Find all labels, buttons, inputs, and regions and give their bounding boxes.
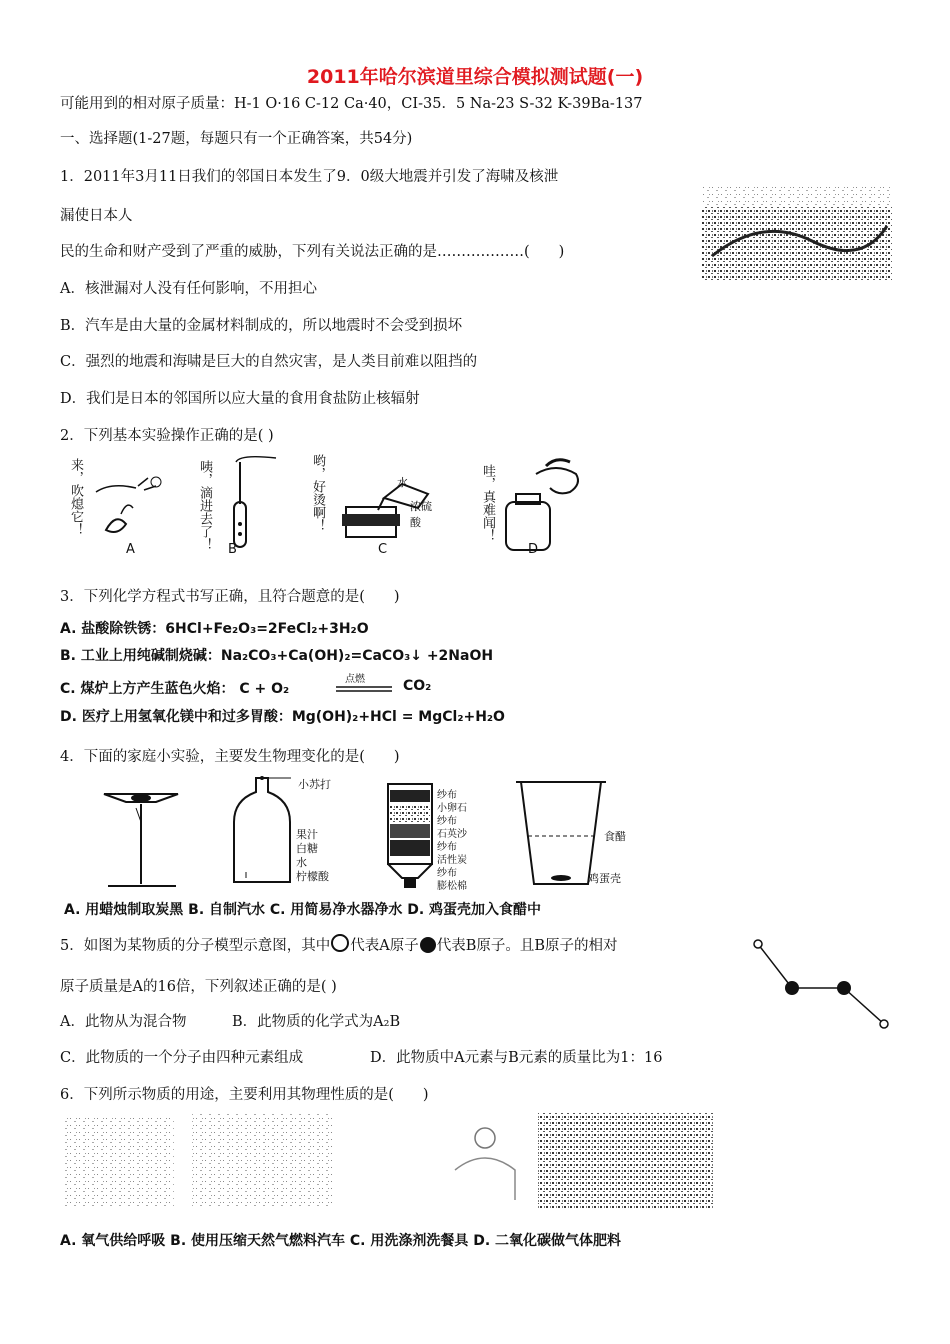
page-title: 2011年哈尔滨道里综合模拟测试题(一) [306,66,644,88]
section-heading: 一、选择题(1-27题，每题只有一个正确答案，共54分) [60,131,413,147]
q2-label-c: C [378,542,388,557]
q5-option-b: B．此物质的化学式为A₂B [232,1014,401,1030]
q2-fig-d [506,460,578,550]
q4-cup-label-vinegar: 食醋 [604,830,626,843]
q4-fig-bottle [234,776,291,882]
atom-a-left [754,940,762,948]
q4-filter-label-0: 纱布 [437,790,457,801]
q2-fig-a [96,477,161,532]
q3-c-product: CO₂ [403,678,432,694]
q5-stem-part-c: 代表B原子。且B原子的相对 [436,938,618,954]
q2-label-d: D [528,542,539,557]
earthquake-photo [702,186,892,282]
atom-b-right [837,981,851,995]
q4-bottle-label-2: 白糖 [296,842,318,855]
q4-figures [96,776,636,894]
atom-a-right [880,1020,888,1028]
q6-photo-c [455,1128,515,1200]
q3-option-b: B. 工业上用纯碱制烧碱：Na₂CO₃+Ca(OH)₂=CaCO₃↓ +2NaOH [60,648,494,664]
q6-stem: 6．下列所示物质的用途，主要利用其物理性质的是( ) [60,1087,429,1103]
q2-beaker-acid: 浓硫酸 [410,500,432,529]
q1-option-b: B．汽车是由大量的金属材料制成的，所以地震时不会受到损坏 [60,318,463,334]
q1-option-a: A．核泄漏对人没有任何影响，不用担心 [60,281,317,297]
q2-label-b: B [228,542,237,557]
q4-cup-label-eggshell: 鸡蛋壳 [588,872,621,885]
q4-filter-label-1: 小卵石 [437,803,467,814]
q1-option-d: D．我们是日本的邻国所以应大量的食用食盐防止核辐射 [60,391,420,407]
q2-caption-c: 哟，好烫啊！ [310,454,325,532]
q5-stem-part-a: 5．如图为某物质的分子模型示意图，其中 [60,938,331,954]
q4-bottle-label-3: 水 [296,856,307,869]
q4-bottle-label-1: 果汁 [296,828,318,841]
q6-photo-b [192,1112,332,1208]
q2-stem: 2．下列基本实验操作正确的是( ) [60,428,274,444]
q6-photo-d [538,1112,714,1208]
q3-c-condition: 点燃 [345,674,365,685]
q1-option-c: C．强烈的地震和海啸是巨大的自然灾害，是人类目前难以阻挡的 [60,354,478,370]
atom-a-icon [331,934,349,952]
q6-photo-a [64,1116,174,1208]
q4-bottle-label-0: 小苏打 [298,778,331,791]
q4-filter-label-3: 石英沙 [437,829,467,840]
q5-option-c: C．此物质的一个分子由四种元素组成 [60,1050,304,1066]
q1-stem-line1: 1．2011年3月11日我们的邻国日本发生了9．0级大地震并引发了海啸及核泄 [60,169,559,185]
atom-b-icon [420,937,436,953]
q4-filter-label-7: 膨松棉 [437,881,467,892]
q4-fig-cup [516,782,606,884]
q3-c-arrow [336,684,396,694]
q4-bottle-label-4: 柠檬酸 [296,870,329,883]
q5-stem-line2: 原子质量是A的16倍，下列叙述正确的是( ) [60,979,337,995]
q3-option-a: A. 盐酸除铁锈：6HCl+Fe₂O₃=2FeCl₂+3H₂O [60,621,369,637]
q4-filter-label-2: 纱布 [437,816,457,827]
molecule-model [748,936,898,1036]
q4-options: A. 用蜡烛制取炭黑 B. 自制汽水 C. 用简易净水器净水 D. 鸡蛋壳加入食醋中 [64,902,542,918]
q2-caption-b: 咦，滴进去了！ [197,460,212,551]
q2-caption-a: 来，吹熄它！ [68,458,83,536]
q1-stem-line2: 漏使日本人 [60,208,133,224]
q4-fig-filter [388,784,432,888]
q4-filter-label-5: 活性炭 [437,855,467,866]
atom-b-left [785,981,799,995]
q5-option-a: A．此物从为混合物 [60,1014,187,1030]
q5-option-d: D．此物质中A元素与B元素的质量比为1：16 [370,1050,663,1066]
q4-fig-candle [104,794,178,886]
q2-fig-b [234,457,276,547]
q4-filter-label-4: 纱布 [437,842,457,853]
q5-stem-part-b: 代表A原子 [350,938,419,954]
q2-caption-d: 哇，真难闻！ [480,464,495,542]
q4-stem: 4．下面的家庭小实验，主要发生物理变化的是( ) [60,749,400,765]
q3-stem: 3．下列化学方程式书写正确，且符合题意的是( ) [60,589,400,605]
q6-options: A. 氧气供给呼吸 B. 使用压缩天然气燃料汽车 C. 用洗涤剂洗餐具 D. 二氧化碳做气体肥料 [60,1233,622,1249]
q3-option-c: C. 煤炉上方产生蓝色火焰： C + O₂ [60,681,290,697]
q2-label-a: A [126,542,135,557]
q2-beaker-water: 水 [397,476,408,489]
q5-stem-a [60,934,618,955]
q3-option-d: D. 医疗上用氢氧化镁中和过多胃酸：Mg(OH)₂+HCl = MgCl₂+H₂O [60,709,505,725]
q1-stem-line3: 民的生命和财产受到了严重的威胁，下列有关说法正确的是………………( ) [60,244,565,260]
q4-filter-label-6: 纱布 [437,868,457,879]
q6-photos [60,1110,720,1214]
atomic-masses: 可能用到的相对原子质量：H-1 O·16 C-12 Ca·40，CI-35．5 Na-23 S-32 K-39Ba-137 [60,96,643,112]
